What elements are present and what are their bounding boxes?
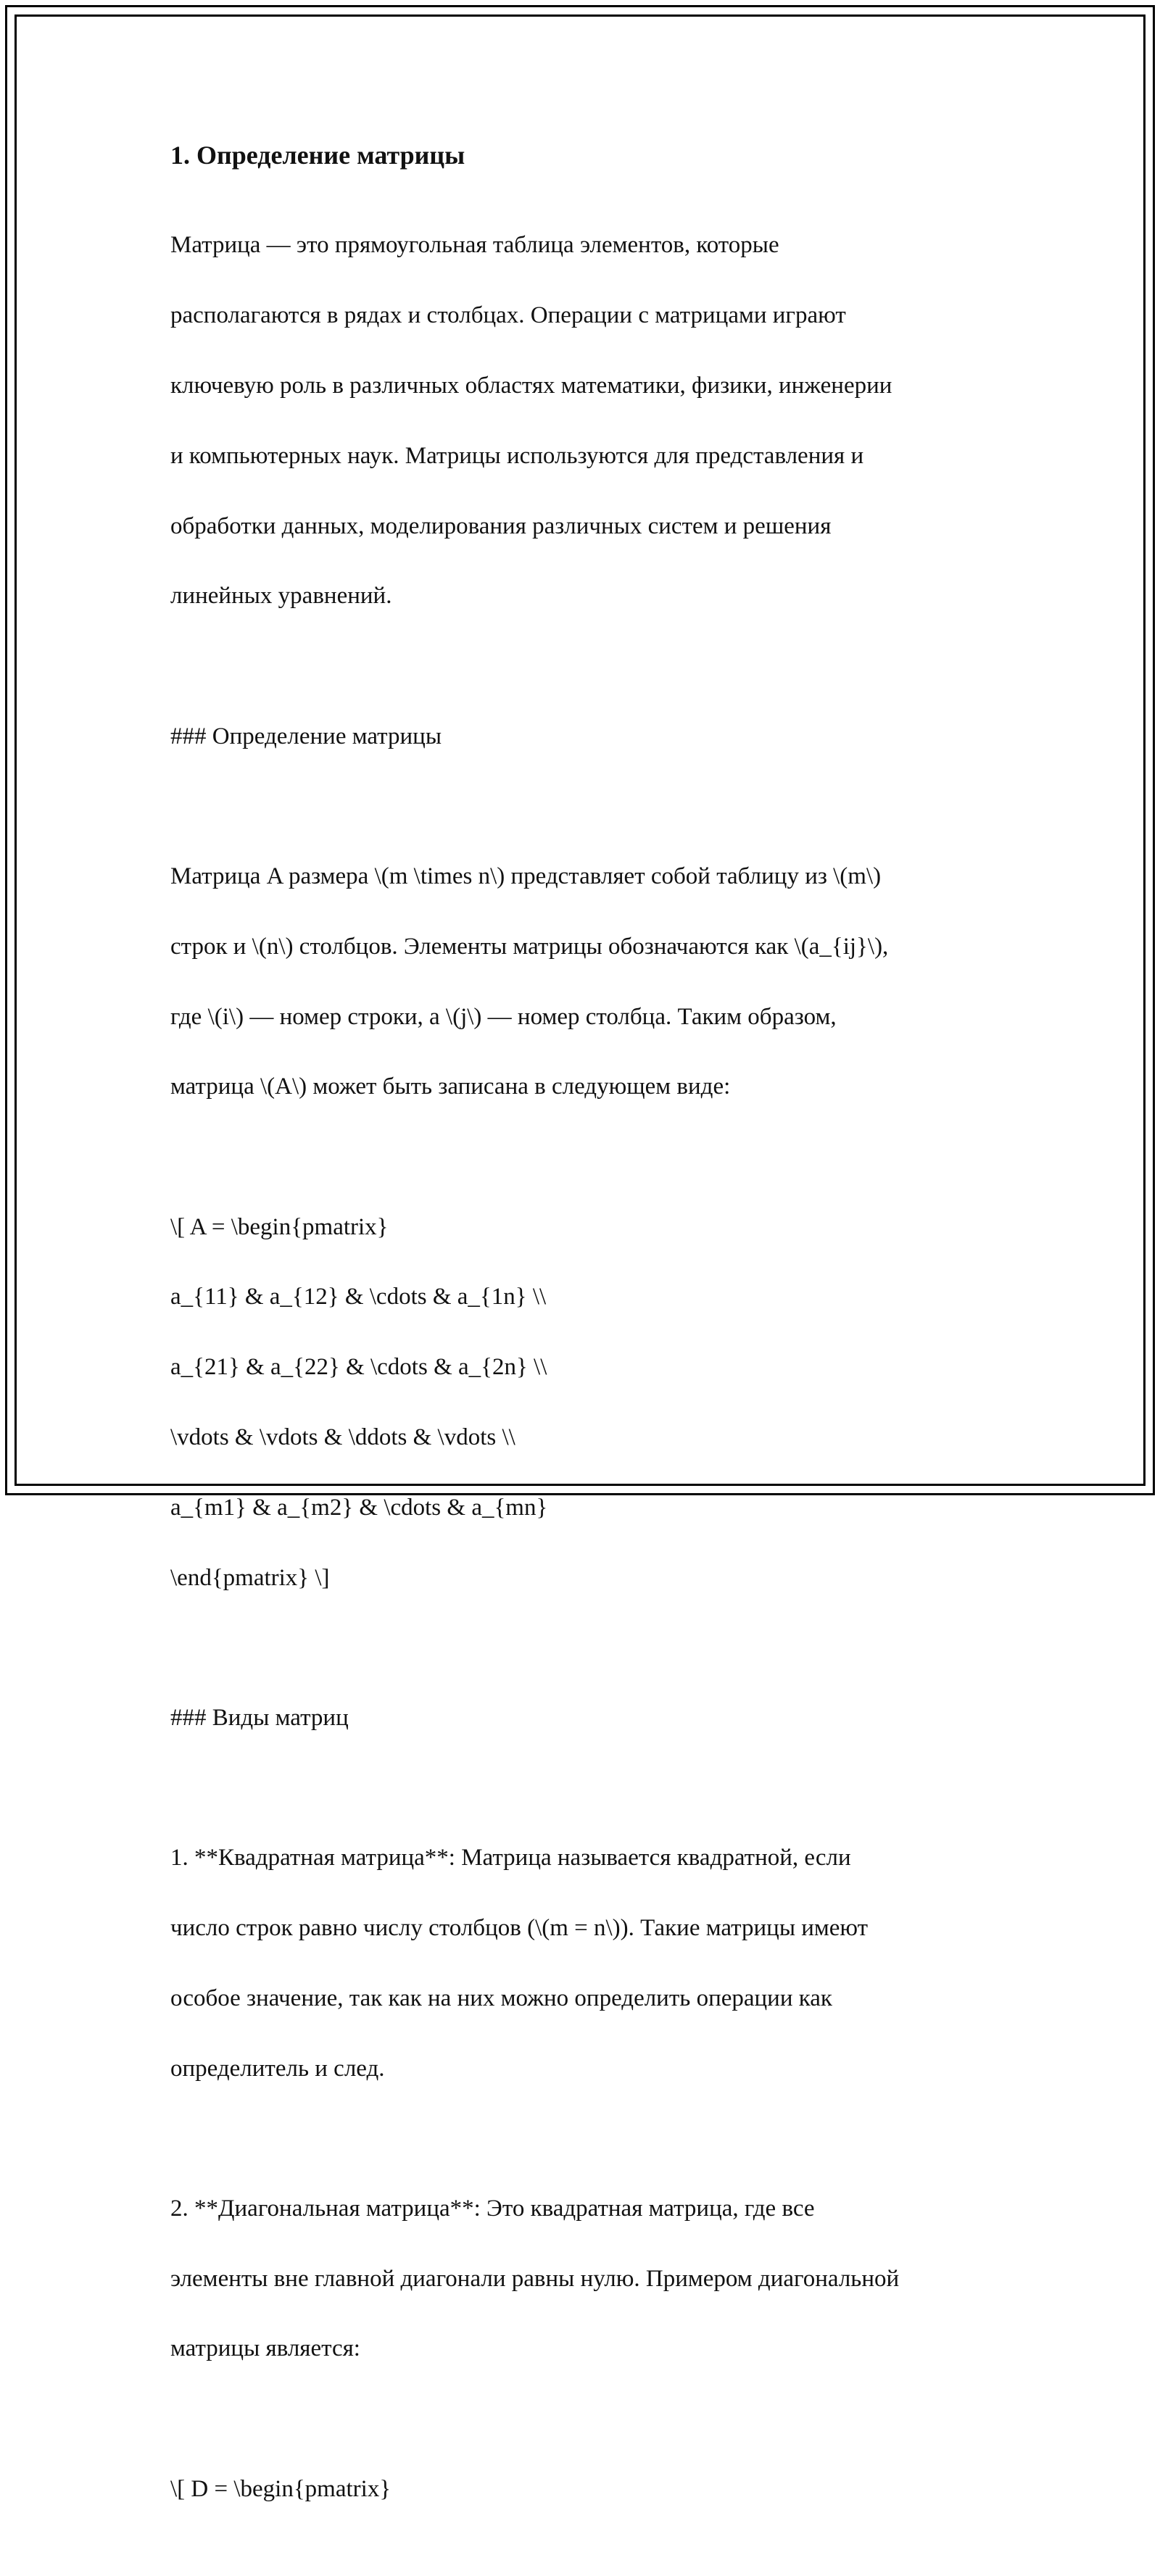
formula-line: \vdots & \vdots & \ddots & \vdots \\: [170, 1424, 515, 1450]
document-title: 1. Определение матрицы: [170, 141, 465, 170]
text-line: где \(i\) — номер строки, а \(j\) — номер столбца. Таким образом,: [170, 1003, 837, 1030]
text-line: ### Определение матрицы: [170, 723, 442, 749]
paragraph-definition: [170, 824, 1011, 1140]
formula-line: \[ A = \begin{pmatrix}: [170, 1213, 389, 1240]
list-item-diagonal-matrix: [170, 2156, 1011, 2401]
text-line: 2. **Диагональная матрица**: Это квадратная матрица, где все: [170, 2195, 815, 2222]
text-line: матрицы является:: [170, 2335, 360, 2362]
text-line: обработки данных, моделирования различных систем и решения: [170, 512, 832, 539]
formula-line: a_{21} & a_{22} & \cdots & a_{2n} \\: [170, 1354, 547, 1381]
text-line: определитель и след.: [170, 2055, 385, 2082]
formula-line: a_{m1} & a_{m2} & \cdots & a_{mn}: [170, 1494, 548, 1521]
list-item-square-matrix: [170, 1806, 1011, 2122]
text-line: ### Виды матриц: [170, 1704, 349, 1731]
section-heading-types: [170, 1665, 1011, 1770]
formula-matrix-a: [170, 1174, 1011, 1630]
text-line: 1. **Квадратная матрица**: Матрица называется квадратной, если: [170, 1845, 851, 1871]
formula-line: a_{11} & a_{12} & \cdots & a_{1n} \\: [170, 1284, 547, 1310]
paragraph-intro: [170, 193, 1011, 649]
text-line: ключевую роль в различных областях математики, физики, инженерии: [170, 373, 892, 399]
text-line: строк и \(n\) столбцов. Элементы матрицы обозначаются как \(a_{ij}\),: [170, 933, 889, 960]
formula-line: \[ D = \begin{pmatrix}: [170, 2475, 392, 2502]
text-line: число строк равно числу столбцов (\(m = n\)). Такие матрицы имеют: [170, 1914, 869, 1941]
text-line: Матрица A размера \(m \times n\) представляет собой таблицу из \(m\): [170, 863, 882, 889]
text-line: матрица \(A\) может быть записана в следующем виде:: [170, 1073, 731, 1100]
formula-matrix-d: [170, 2436, 1011, 2541]
text-line: Матрица — это прямоугольная таблица элементов, которые: [170, 232, 779, 259]
text-line: располагаются в рядах и столбцах. Операции с матрицами играют: [170, 302, 846, 329]
formula-line: \end{pmatrix} \]: [170, 1564, 330, 1591]
document-body: [170, 136, 1011, 2576]
text-line: и компьютерных наук. Матрицы используются для представления и: [170, 442, 864, 469]
section-heading-definition: [170, 684, 1011, 789]
text-line: элементы вне главной диагонали равны нулю. Примером диагональной: [170, 2265, 900, 2292]
text-line: особое значение, так как на них можно определить операции как: [170, 1985, 832, 2011]
text-line: линейных уравнений.: [170, 583, 392, 610]
